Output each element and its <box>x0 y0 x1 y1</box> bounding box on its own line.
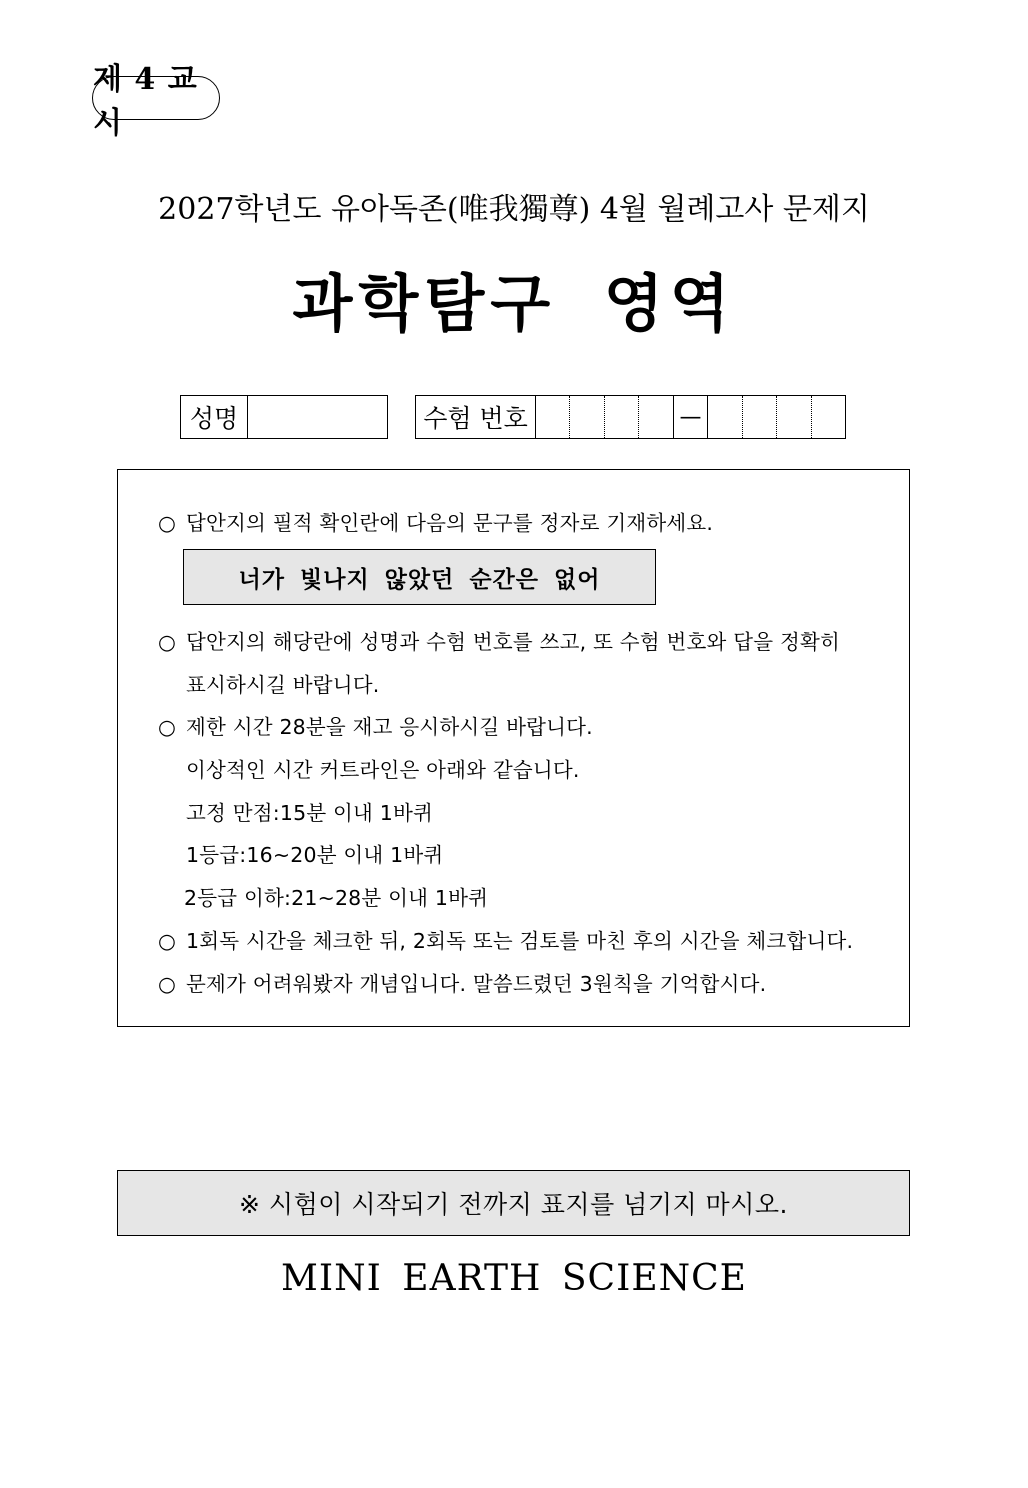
bullet-icon: ○ <box>158 715 177 739</box>
bullet-icon: ○ <box>158 972 177 996</box>
period-badge: 제 4 교시 <box>92 76 220 120</box>
exam-subtitle: 2027학년도 유아독존(唯我獨尊) 4월 월례고사 문제지 <box>158 192 870 227</box>
instructions-box <box>117 469 910 1027</box>
instruction-text: 1회독 시간을 체크한 뒤, 2회독 또는 검토를 마친 후의 시간을 체크합니다. <box>186 929 854 953</box>
instruction-item <box>158 924 853 954</box>
instruction-text: 표시하시길 바랍니다. <box>186 673 380 697</box>
exam-digit-cell[interactable] <box>777 396 811 438</box>
exam-digit-cell[interactable] <box>639 396 673 438</box>
exam-digit-cell[interactable] <box>743 396 777 438</box>
instruction-item <box>158 967 766 997</box>
instruction-item <box>158 506 713 536</box>
exam-number-box <box>415 395 846 439</box>
instruction-text: 문제가 어려워봤자 개념입니다. 말씀드렸던 3원칙을 기억합시다. <box>186 972 767 996</box>
handwriting-phrase-box: 너가 빛나지 않았던 순간은 없어 <box>183 549 656 605</box>
instruction-text: 답안지의 필적 확인란에 다음의 문구를 정자로 기재하세요. <box>186 511 714 535</box>
exam-digit-cell[interactable] <box>708 396 742 438</box>
exam-digit-cell[interactable] <box>605 396 639 438</box>
exam-digit-cell[interactable] <box>536 396 570 438</box>
time-cutoff-text: 1등급:16~20분 이내 1바퀴 <box>186 843 444 867</box>
instruction-text: 제한 시간 28분을 재고 응시하시길 바랍니다. <box>186 715 593 739</box>
name-box <box>180 395 388 439</box>
bullet-icon: ○ <box>158 929 177 953</box>
instruction-item <box>158 625 840 655</box>
exam-number-separator: — <box>674 396 708 438</box>
footer-title: MINI EARTH SCIENCE <box>281 1258 747 1299</box>
page-title: 과학탐구 영역 <box>292 267 736 340</box>
warning-notice: ※ 시험이 시작되기 전까지 표지를 넘기지 마시오. <box>117 1170 910 1236</box>
exam-digit-cell[interactable] <box>812 396 845 438</box>
instruction-item <box>158 710 593 740</box>
exam-digit-cell[interactable] <box>570 396 604 438</box>
exam-number-label: 수험 번호 <box>416 396 536 438</box>
instruction-text: 이상적인 시간 커트라인은 아래와 같습니다. <box>186 758 580 782</box>
bullet-icon: ○ <box>158 511 177 535</box>
instruction-text: 답안지의 해당란에 성명과 수험 번호를 쓰고, 또 수험 번호와 답을 정확히 <box>186 630 840 654</box>
name-field[interactable] <box>248 396 387 438</box>
bullet-icon: ○ <box>158 630 177 654</box>
time-cutoff-text: 2등급 이하:21~28분 이내 1바퀴 <box>184 886 489 910</box>
time-cutoff-text: 고정 만점:15분 이내 1바퀴 <box>186 801 434 825</box>
name-label: 성명 <box>181 396 248 438</box>
